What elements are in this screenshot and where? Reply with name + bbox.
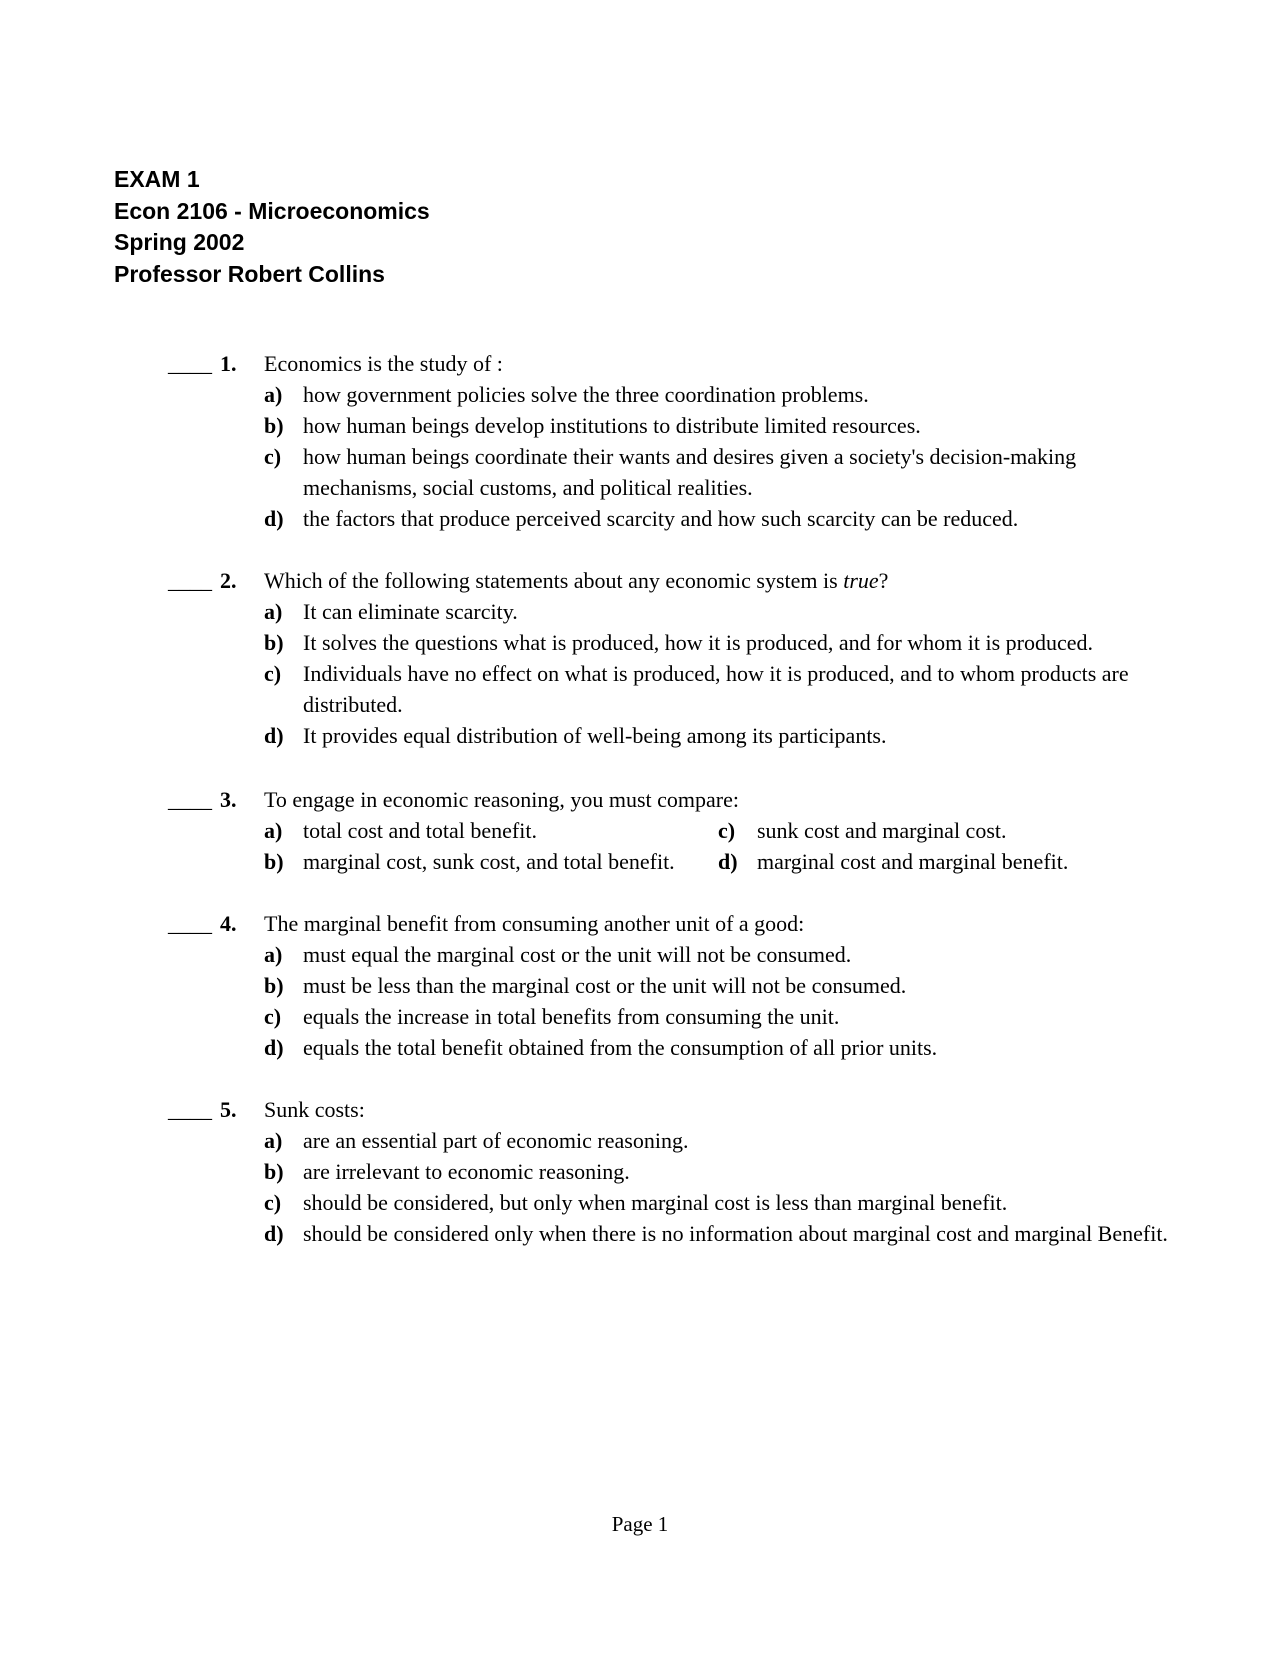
options-grid — [168, 815, 1168, 877]
question-4 — [168, 908, 1168, 1063]
professor-name: Professor Robert Collins — [114, 260, 385, 287]
option-letter: c) — [264, 444, 282, 469]
option-c — [168, 1187, 1168, 1218]
option-letter: b) — [264, 1159, 284, 1184]
page-number: Page 1 — [611, 1512, 669, 1536]
course-name: Econ 2106 - Microeconomics — [114, 197, 430, 224]
option-text: the factors that produce perceived scarcity and how such scarcity can be reduced. — [303, 506, 1019, 531]
option-text: how government policies solve the three coordination problems. — [303, 382, 869, 407]
option-b — [168, 1156, 1168, 1187]
answer-blank[interactable]: ____ — [168, 568, 212, 593]
question-number: 5. — [220, 1097, 237, 1122]
question-text: Sunk costs: — [264, 1097, 365, 1122]
question-number: 2. — [220, 568, 237, 593]
exam-title: EXAM 1 — [114, 166, 200, 192]
exam-header — [114, 164, 430, 290]
option-c — [168, 441, 1168, 503]
question-text: Which of the following statements about any economic system is true? — [264, 568, 889, 593]
option-letter: d) — [264, 723, 284, 748]
question-number: 4. — [220, 911, 237, 936]
option-letter: c) — [264, 661, 282, 686]
option-text: It provides equal distribution of well-being among its participants. — [303, 723, 887, 748]
term: Spring 2002 — [114, 229, 245, 255]
option-b — [168, 970, 1168, 1001]
emphasis-true: true — [843, 568, 879, 593]
option-text: equals the increase in total benefits from consuming the unit. — [303, 1004, 840, 1029]
option-text: should be considered, but only when marginal cost is less than marginal benefit. — [303, 1190, 1008, 1215]
option-text: total cost and total benefit. — [303, 818, 537, 843]
option-text: how human beings coordinate their wants and desires given a society's decision-making mechanisms, social customs, and political realities. — [303, 444, 1077, 500]
option-text: should be considered only when there is no information about marginal cost and marginal Benefit. — [303, 1221, 1168, 1246]
option-text: It solves the questions what is produced, how it is produced, and for whom it is produced. — [303, 630, 1094, 655]
answer-blank[interactable]: ____ — [168, 1097, 212, 1122]
question-number: 3. — [220, 787, 237, 812]
option-text: It can eliminate scarcity. — [303, 599, 518, 624]
answer-blank[interactable]: ____ — [168, 787, 212, 812]
option-b — [168, 627, 1168, 658]
option-c — [168, 658, 1168, 720]
option-letter: d) — [264, 1035, 284, 1060]
option-letter: a) — [264, 1128, 283, 1153]
option-d — [168, 503, 1168, 534]
question-number: 1. — [220, 351, 237, 376]
option-text: must equal the marginal cost or the unit will not be consumed. — [303, 942, 852, 967]
option-letter: a) — [264, 818, 283, 843]
question-2 — [168, 565, 1168, 751]
option-letter: c) — [718, 818, 736, 843]
option-d — [168, 720, 1168, 751]
option-c — [168, 1001, 1168, 1032]
option-letter: a) — [264, 599, 283, 624]
question-text: Economics is the study of : — [264, 351, 503, 376]
question-text: To engage in economic reasoning, you must compare: — [264, 787, 739, 812]
option-text: how human beings develop institutions to distribute limited resources. — [303, 413, 921, 438]
option-letter: d) — [718, 849, 738, 874]
option-a — [168, 379, 1168, 410]
option-a — [168, 596, 1168, 627]
option-b — [168, 410, 1168, 441]
question-3 — [168, 784, 1168, 877]
option-letter: a) — [264, 382, 283, 407]
option-letter: d) — [264, 1221, 284, 1246]
option-letter: a) — [264, 942, 283, 967]
answer-blank[interactable]: ____ — [168, 911, 212, 936]
option-text: are irrelevant to economic reasoning. — [303, 1159, 630, 1184]
option-letter: c) — [264, 1190, 282, 1215]
option-letter: b) — [264, 413, 284, 438]
question-5 — [168, 1094, 1168, 1249]
answer-blank[interactable]: ____ — [168, 351, 212, 376]
option-text: must be less than the marginal cost or the unit will not be consumed. — [303, 973, 907, 998]
option-a — [168, 939, 1168, 970]
option-d — [168, 1032, 1168, 1063]
option-text: marginal cost and marginal benefit. — [757, 849, 1069, 874]
option-letter: b) — [264, 973, 284, 998]
option-letter: b) — [264, 630, 284, 655]
option-a — [168, 1125, 1168, 1156]
option-text: equals the total benefit obtained from the consumption of all prior units. — [303, 1035, 938, 1060]
option-text: marginal cost, sunk cost, and total benefit. — [303, 849, 675, 874]
option-d — [168, 1218, 1168, 1249]
option-letter: d) — [264, 506, 284, 531]
option-letter: c) — [264, 1004, 282, 1029]
question-text: The marginal benefit from consuming another unit of a good: — [264, 911, 805, 936]
option-letter: b) — [264, 849, 284, 874]
option-text: Individuals have no effect on what is produced, how it is produced, and to whom products are distributed. — [303, 661, 1129, 717]
option-text: are an essential part of economic reasoning. — [303, 1128, 689, 1153]
question-1 — [168, 348, 1168, 534]
option-text: sunk cost and marginal cost. — [757, 818, 1007, 843]
